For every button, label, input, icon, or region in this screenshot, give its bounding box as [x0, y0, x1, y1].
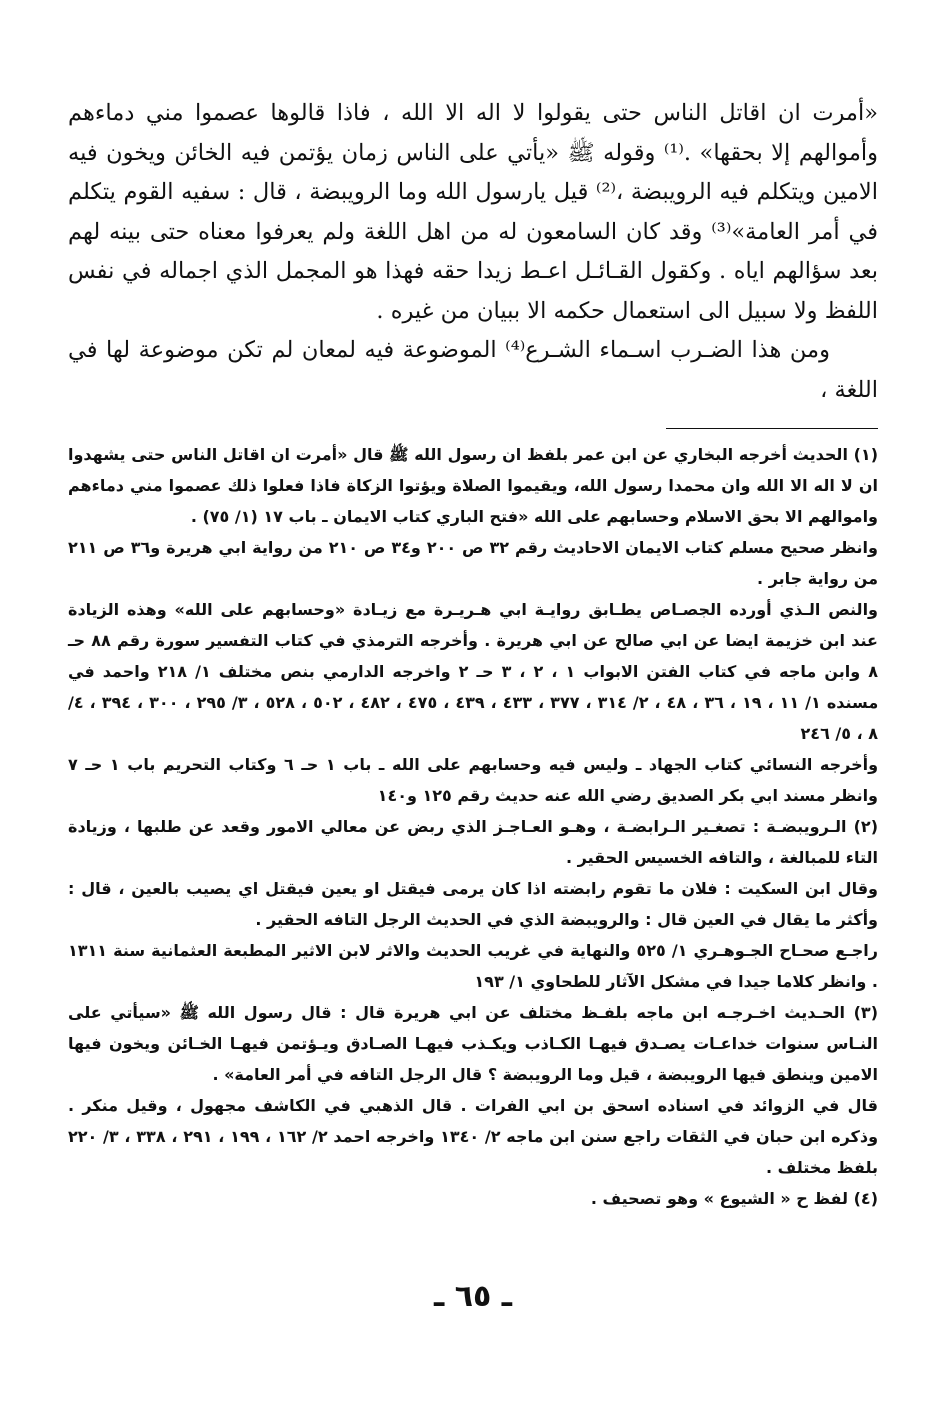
page-number: ـ ٦٥ ـ [433, 1279, 513, 1314]
footnote-1-d: وأخرجه النسائي كتاب الجهاد ـ وليس فيه وحسابهم على الله ـ باب ١ حـ ٦ وكتاب التحريم باب ١ حـ ٧ وانظر مسند ابي بكر الصديق رضي الله عنه حديث رقم ١٢٥ و١٤٠ [68, 755, 879, 805]
main-paragraph-1: «أمرت ان اقاتل الناس حتى يقولوا لا اله الا الله ، فاذا قالوها عصموا مني دماءهم وأموالهم إلا بحقها» .⁽¹⁾ وقوله ﷺ «يأتي على الناس زمان يؤتمن فيه الخائن ويخون فيه الامين ويتكلم فيه الرويبضة ،⁽²⁾ قيل يارسول الله وما الرويبضة ، قال : سفيه القوم يتكلم في أمر العامة»⁽³⁾ وقد كان السامعون له من اهل اللغة ولم يعرفوا معناه حتى بينه لهم بعد سؤالهم اياه . وكقول القـائـل اعـط زيدا حقه فهذا هو المجمل الذي اجماله في نفس اللفظ ولا سبيل الى استعمال حكمه الا ببيان من غيره . [68, 100, 878, 324]
page-body [68, 94, 878, 1214]
footnote-4: (٤) لفظ ح « الشيوع » وهو تصحيف . [590, 1189, 878, 1208]
footnote-1-a: (١) الحديث أخرجه البخاري عن ابن عمر بلفظ ان رسول الله ﷺ قال «أمرت ان اقاتل الناس حتى يشهدوا ان لا اله الا الله وان محمدا رسول الله، ويقيموا الصلاة ويؤتوا الزكاة فاذا فعلوا ذلك عصموا مني دماءهم واموالهم الا بحق الاسلام وحسابهم على الله «فتح الباري كتاب الايمان ـ باب ١٧ (١/ ٧٥) . [68, 445, 878, 526]
footnote-3-b: قال في الزوائد في اسناده اسحق بن ابي الفرات . قال الذهبي في الكاشف مجهول ، وقيل منكر . وذكره ابن حبان في الثقات راجع سنن ابن ماجه ٢/ ١٣٤٠ واخرجه احمد ٢/ ١٦٢ ، ١٩٩ ، ٢٩١ ، ٣٣٨ ، ٣/ ٢٢٠ بلفظ مختلف . [68, 1096, 879, 1177]
footnote-2-a: (٢) الـرويبضـة : تصغـير الـرابضـة ، وهـو العـاجـز الذي ربض عن معالي الامور وقعد عن طلبها ، وزيادة التاء للمبالغة ، والتافه الخسيس الحقير . [68, 817, 878, 867]
footnote-2-b: وقال ابن السكيت : فلان ما تقوم رابضته اذا كان يرمى فيقتل او يعين فيقتل اي يصيب بالعين ، قال : وأكثر ما يقال في العين قال : والرويبضة الذي في الحديث الرجل التافه الحقير . [68, 879, 878, 929]
footnotes [68, 439, 878, 1214]
footnote-separator [666, 428, 878, 429]
main-paragraph-2: ومن هذا الضـرب اسـماء الشـرع⁽⁴⁾ الموضوعة فيه لمعان لم تكن موضوعة لها في اللغة ، [68, 337, 878, 403]
footnote-2-c: راجـع صحـاح الجـوهـري ١/ ٥٢٥ والنهاية في غريب الحديث والاثر لابن الاثير المطبعة العثمانية سنة ١٣١١ . وانظر كلاما جيدا في مشكل الآثار للطحاوي ١/ ١٩٣ [68, 941, 878, 991]
footnote-1-c: والنص الـذي أورده الجصـاص يطـابق روايـة ابي هـريـرة مع زيـادة «وحسابهم على الله» وهذه الزيادة عند ابن خزيمة ايضا عن ابي صالح عن ابي هريرة . وأخرجه الترمذي في كتاب التفسير سورة رقم ٨٨ حـ ٨ وابن ماجه في كتاب الفتن الابواب ١ ، ٢ ، ٣ حـ ٢ واخرجه الدارمي بنص مختلف ١/ ٢١٨ واحمد في مسنده ١/ ١١ ، ١٩ ، ٣٦ ، ٤٨ ، ٢/ ٣١٤ ، ٣٧٧ ، ٤٣٣ ، ٤٣٩ ، ٤٧٥ ، ٤٨٢ ، ٥٠٢ ، ٥٢٨ ، ٣/ ٢٩٥ ، ٣٠٠ ، ٣٩٤ ، ٤/ ٨ ، ٥/ ٢٤٦ [68, 600, 879, 743]
footnote-3-a: (٣) الحـديث اخـرجـه ابن ماجه بلفـظ مختلف عن ابي هريرة قال : قال رسول الله ﷺ «سيأتي على النـاس سنوات خداعـات يصـدق فيهـا الكـاذب ويكـذب فيهـا الصـادق ويـؤتمن فيهـا الخـائن ويخون فيها الامين وينطق فيها الرويبضة ، قيل وما الرويبضة ؟ قال الرجل التافه في أمر العامة» . [68, 1003, 878, 1084]
main-text [68, 94, 878, 410]
footnote-1-b: وانظر صحيح مسلم كتاب الايمان الاحاديث رقم ٣٢ ص ٢٠٠ و٣٤ ص ٢١٠ من رواية ابي هريرة و٣٦ ص ٢١١ من رواية جابر . [68, 538, 878, 588]
